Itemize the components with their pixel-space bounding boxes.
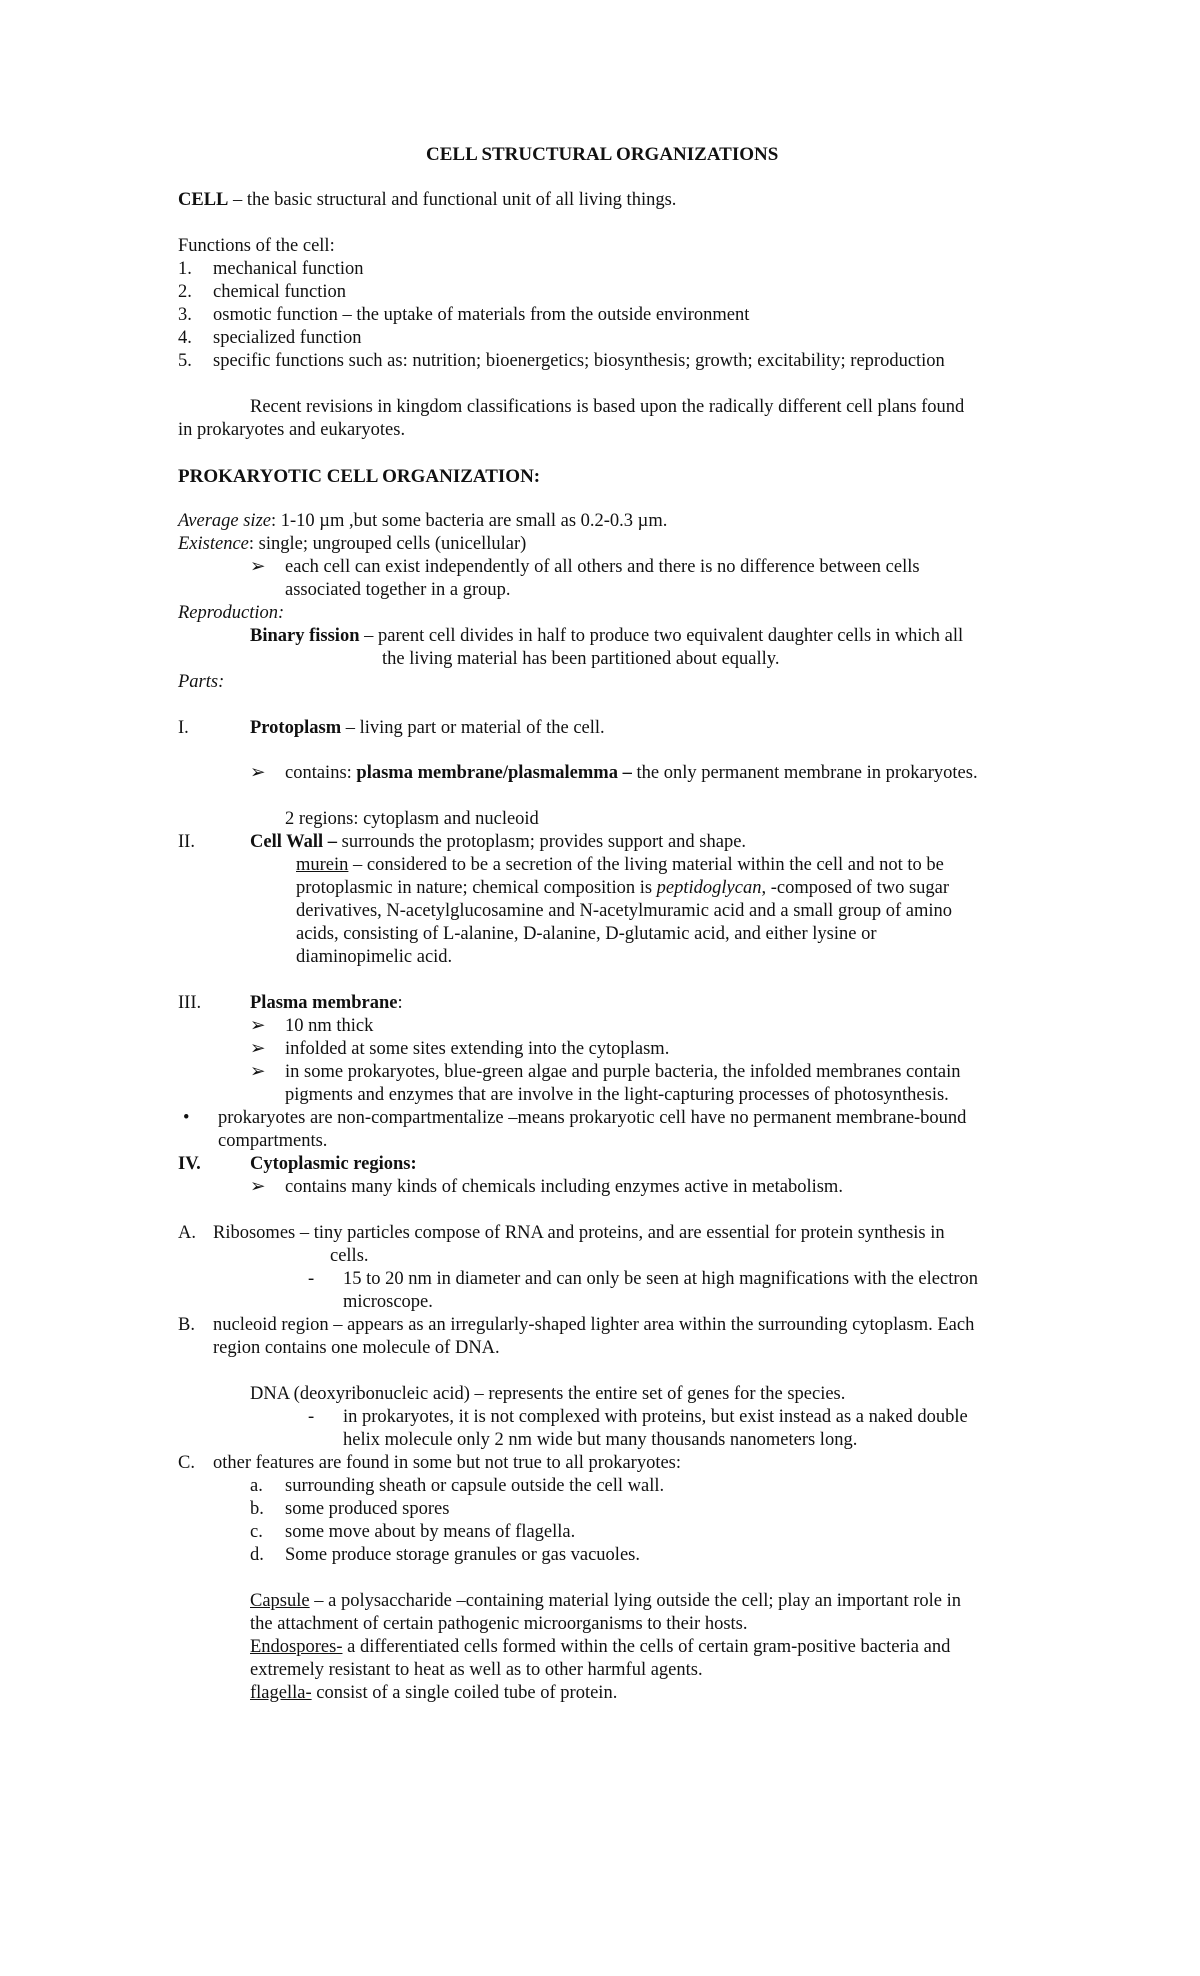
dna-detail: in prokaryotes, it is not complexed with proteins, but exist instead as a naked double [343, 1407, 968, 1427]
plasma-membrane-text: the only permanent membrane in prokaryotes. [631, 763, 978, 783]
feature-item: some produced spores [285, 1499, 450, 1519]
arrow-bullet-icon: ➢ [250, 1016, 266, 1036]
capsule-term: Capsule [250, 1591, 310, 1611]
endospores-line-2: extremely resistant to heat as well as to other harmful agents. [250, 1660, 703, 1680]
parts-label: Parts: [178, 672, 225, 692]
page-title: CELL STRUCTURAL ORGANIZATIONS [426, 144, 779, 165]
function-item: mechanical function [213, 259, 364, 279]
binary-fission-line-2: the living material has been partitioned about equally. [382, 649, 780, 669]
average-size [178, 510, 667, 533]
cytoplasmic-regions-heading: Cytoplasmic regions: [250, 1154, 417, 1174]
arrow-bullet-icon: ➢ [250, 763, 266, 783]
murein-term: murein [296, 855, 349, 875]
protoplasm-bullet [285, 762, 978, 785]
prokaryotic-heading: PROKARYOTIC CELL ORGANIZATION: [178, 466, 541, 487]
contains-prefix: contains: [285, 763, 357, 783]
revision-paragraph-line: in prokaryotes and eukaryotes. [178, 420, 406, 440]
endospores-term: Endospores- [250, 1637, 343, 1657]
murein-line: diaminopimelic acid. [296, 947, 453, 967]
murein-line [296, 854, 944, 877]
capsule-text: – a polysaccharide –containing material lying outside the cell; play an important role in [309, 1591, 962, 1611]
nucleoid-line: region contains one molecule of DNA. [213, 1338, 500, 1358]
cell-definition [178, 189, 676, 212]
arrow-bullet-icon: ➢ [250, 1062, 266, 1082]
murein-text: protoplasmic in nature; chemical composition is [296, 878, 657, 898]
feature-letter: a. [250, 1476, 263, 1496]
section-number: II. [178, 832, 195, 852]
function-number: 3. [178, 305, 192, 325]
binary-fission-text: – parent cell divides in half to produce two equivalent daughter cells in which all [359, 626, 964, 646]
plasma-membrane-heading-colon: : [397, 993, 403, 1013]
existence-label: Existence [178, 534, 249, 554]
dash-bullet: - [308, 1269, 315, 1289]
function-item: osmotic function – the uptake of materials from the outside environment [213, 305, 750, 325]
existence-bullet-line: each cell can exist independently of all others and there is no difference between cells [285, 557, 920, 577]
binary-fission [250, 625, 963, 648]
section-number: IV. [178, 1154, 201, 1174]
ribosomes-line: Ribosomes – tiny particles compose of RNA and proteins, and are essential for protein synthesis in [213, 1223, 945, 1243]
existence-bullet-line: associated together in a group. [285, 580, 511, 600]
peptidoglycan-term: peptidoglycan [656, 878, 762, 898]
regions-line: 2 regions: cytoplasm and nucleoid [285, 809, 539, 829]
existence-text: : single; ungrouped cells (unicellular) [248, 534, 527, 554]
ribosomes-detail: 15 to 20 nm in diameter and can only be seen at high magnifications with the electron [343, 1269, 978, 1289]
murein-line: derivatives, N-acetylglucosamine and N-acetylmuramic acid and a small group of amino [296, 901, 953, 921]
plasma-membrane-heading-term: Plasma membrane [250, 993, 398, 1013]
dot-bullet-icon: • [183, 1108, 190, 1128]
dna-detail: helix molecule only 2 nm wide but many thousands nanometers long. [343, 1430, 858, 1450]
feature-item: some move about by means of flagella. [285, 1522, 576, 1542]
flagella-line [250, 1682, 617, 1705]
average-size-text: : 1-10 µm ,but some bacteria are small as 0.2-0.3 µm. [271, 511, 668, 531]
plasma-membrane-bullet: infolded at some sites extending into the cytoplasm. [285, 1039, 670, 1059]
cytoplasmic-bullet: contains many kinds of chemicals including enzymes active in metabolism. [285, 1177, 843, 1197]
feature-item: surrounding sheath or capsule outside the cell wall. [285, 1476, 665, 1496]
cell-wall-text: surrounds the protoplasm; provides support and shape. [337, 832, 747, 852]
flagella-term: flagella- [250, 1683, 312, 1703]
feature-letter: b. [250, 1499, 264, 1519]
arrow-bullet-icon: ➢ [250, 557, 266, 577]
function-number: 5. [178, 351, 192, 371]
other-features-line: other features are found in some but not true to all prokaryotes: [213, 1453, 682, 1473]
function-item: specialized function [213, 328, 362, 348]
function-item: specific functions such as: nutrition; bioenergetics; biosynthesis; growth; excitability; reproduction [213, 351, 945, 371]
protoplasm-term: Protoplasm [250, 718, 342, 738]
murein-line: acids, consisting of L-alanine, D-alanine, D-glutamic acid, and either lysine or [296, 924, 877, 944]
capsule-line [250, 1590, 961, 1613]
dna-line: DNA (deoxyribonucleic acid) – represents the entire set of genes for the species. [250, 1384, 846, 1404]
sub-letter: B. [178, 1315, 195, 1335]
feature-letter: d. [250, 1545, 264, 1565]
compartment-line: compartments. [218, 1131, 328, 1151]
nucleoid-line: nucleoid region – appears as an irregularly-shaped lighter area within the surrounding cytoplasm. Each [213, 1315, 975, 1335]
plasma-membrane-bullet: in some prokaryotes, blue-green algae and purple bacteria, the infolded membranes contain [285, 1062, 961, 1082]
murein-text: , -composed of two sugar [761, 878, 950, 898]
capsule-line-2: the attachment of certain pathogenic microorganisms to their hosts. [250, 1614, 748, 1634]
sub-letter: A. [178, 1223, 196, 1243]
dash-bullet: - [308, 1407, 315, 1427]
arrow-bullet-icon: ➢ [250, 1177, 266, 1197]
feature-item: Some produce storage granules or gas vacuoles. [285, 1545, 640, 1565]
plasma-membrane-bullet: pigments and enzymes that are involve in the light-capturing processes of photosynthesis. [285, 1085, 949, 1105]
murein-line [296, 877, 949, 900]
cell-definition-text: – the basic structural and functional unit of all living things. [228, 190, 677, 210]
cell-term: CELL [178, 190, 229, 210]
cell-wall-term: Cell Wall – [250, 832, 338, 852]
ribosomes-detail: microscope. [343, 1292, 433, 1312]
plasma-membrane-heading [250, 992, 403, 1015]
compartment-line: prokaryotes are non-compartmentalize –means prokaryotic cell have no permanent membrane-bound [218, 1108, 967, 1128]
protoplasm-line [250, 717, 605, 740]
section-number: I. [178, 718, 189, 738]
ribosomes-line: cells. [330, 1246, 369, 1266]
function-number: 2. [178, 282, 192, 302]
sub-letter: C. [178, 1453, 195, 1473]
cell-wall-line [250, 831, 746, 854]
section-number: III. [178, 993, 202, 1013]
endospores-line [250, 1636, 950, 1659]
binary-fission-term: Binary fission [250, 626, 360, 646]
average-size-label: Average size [178, 511, 271, 531]
plasma-membrane-bullet: 10 nm thick [285, 1016, 374, 1036]
existence [178, 533, 526, 556]
function-item: chemical function [213, 282, 347, 302]
function-number: 1. [178, 259, 192, 279]
flagella-text: consist of a single coiled tube of protein. [311, 1683, 618, 1703]
murein-text: – considered to be a secretion of the living material within the cell and not to be [348, 855, 944, 875]
protoplasm-text: – living part or material of the cell. [341, 718, 605, 738]
feature-letter: c. [250, 1522, 263, 1542]
revision-paragraph-line: Recent revisions in kingdom classifications is based upon the radically different cell plans found [250, 397, 965, 417]
function-number: 4. [178, 328, 192, 348]
arrow-bullet-icon: ➢ [250, 1039, 266, 1059]
functions-heading: Functions of the cell: [178, 236, 335, 256]
reproduction-label: Reproduction: [178, 603, 285, 623]
plasma-membrane-term: plasma membrane/plasmalemma – [356, 763, 632, 783]
endospores-text: a differentiated cells formed within the cells of certain gram-positive bacteria and [342, 1637, 951, 1657]
